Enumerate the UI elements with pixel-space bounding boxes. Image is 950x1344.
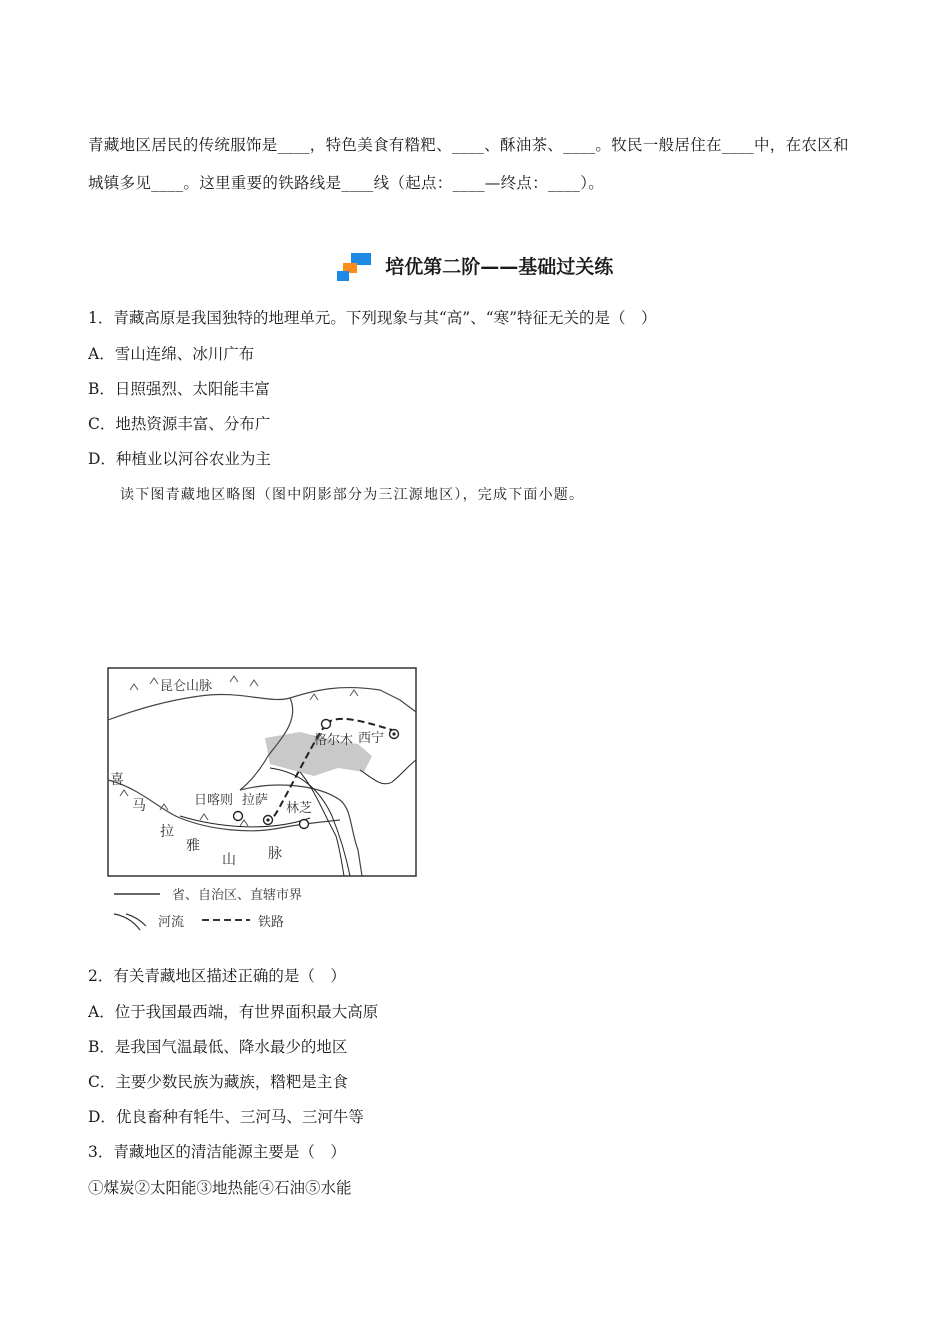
- fill-in-paragraph: 青藏地区居民的传统服饰是____，特色美食有糌粑、____、酥油茶、____。牧民一般居住在____中，在农区和城镇多见____。这里重要的铁路线是____线（起点：____—终点：____）。: [88, 136, 849, 192]
- question-1-option-a: A．雪山连绵、冰川广布: [88, 345, 255, 363]
- himalaya-char-6: 脉: [268, 846, 282, 862]
- section-title-text: 培优第二阶——基础过关练: [385, 256, 614, 278]
- himalaya-char-5: 山: [222, 852, 236, 868]
- section-title: [0, 252, 950, 283]
- himalaya-char-2: 马: [132, 798, 146, 814]
- question-2-option-c: C．主要少数民族为藏族，糌粑是主食: [88, 1073, 348, 1091]
- question-2-option-a: A．位于我国最西端，有世界面积最大高原: [88, 1003, 379, 1021]
- legend-river-text: 河流: [158, 915, 185, 930]
- question-1-option-d: D．种植业以河谷农业为主: [88, 450, 271, 468]
- section-logo-icon: [337, 253, 373, 283]
- himalaya-char-1: 喜: [110, 772, 124, 788]
- qinghai-tibet-map: [100, 660, 440, 940]
- nyingchi-marker: [300, 820, 309, 829]
- question-1-option-b: B．日照强烈、太阳能丰富: [88, 380, 270, 398]
- legend-boundary-text: 省、自治区、直辖市界: [172, 888, 303, 903]
- xining-label: 西宁: [358, 731, 385, 746]
- nyingchi-label: 林芝: [286, 801, 313, 816]
- question-1-stem: 1．青藏高原是我国独特的地理单元。下列现象与其“高”、“寒”特征无关的是（ ）: [88, 309, 657, 327]
- question-2-stem: 2．有关青藏地区描述正确的是（ ）: [88, 967, 346, 985]
- question-2-option-b: B．是我国气温最低、降水最少的地区: [88, 1038, 348, 1056]
- golmud-label: 格尔木: [314, 733, 354, 748]
- question-3-stem: 3．青藏地区的清洁能源主要是（ ）: [88, 1143, 346, 1161]
- himalaya-char-3: 拉: [160, 824, 174, 840]
- question-3-choices: ①煤炭②太阳能③地热能④石油⑤水能: [88, 1179, 352, 1197]
- golmud-marker: [322, 720, 331, 729]
- xigaze-marker: [234, 812, 243, 821]
- map-frame: [108, 668, 416, 876]
- question-2-option-d: D．优良畜种有牦牛、三河马、三河牛等: [88, 1108, 364, 1126]
- legend-railway-text: 铁路: [258, 915, 285, 930]
- xigaze-label: 日喀则: [194, 793, 234, 808]
- question-1-option-c: C．地热资源丰富、分布广: [88, 415, 271, 433]
- kunlun-label: 昆仑山脉: [160, 679, 213, 694]
- map-intro: 读下图青藏地区略图（图中阴影部分为三江源地区），完成下面小题。: [120, 487, 585, 503]
- legend-river-icon: [114, 914, 146, 930]
- himalaya-char-4: 雅: [186, 838, 200, 854]
- lhasa-label: 拉萨: [242, 793, 269, 808]
